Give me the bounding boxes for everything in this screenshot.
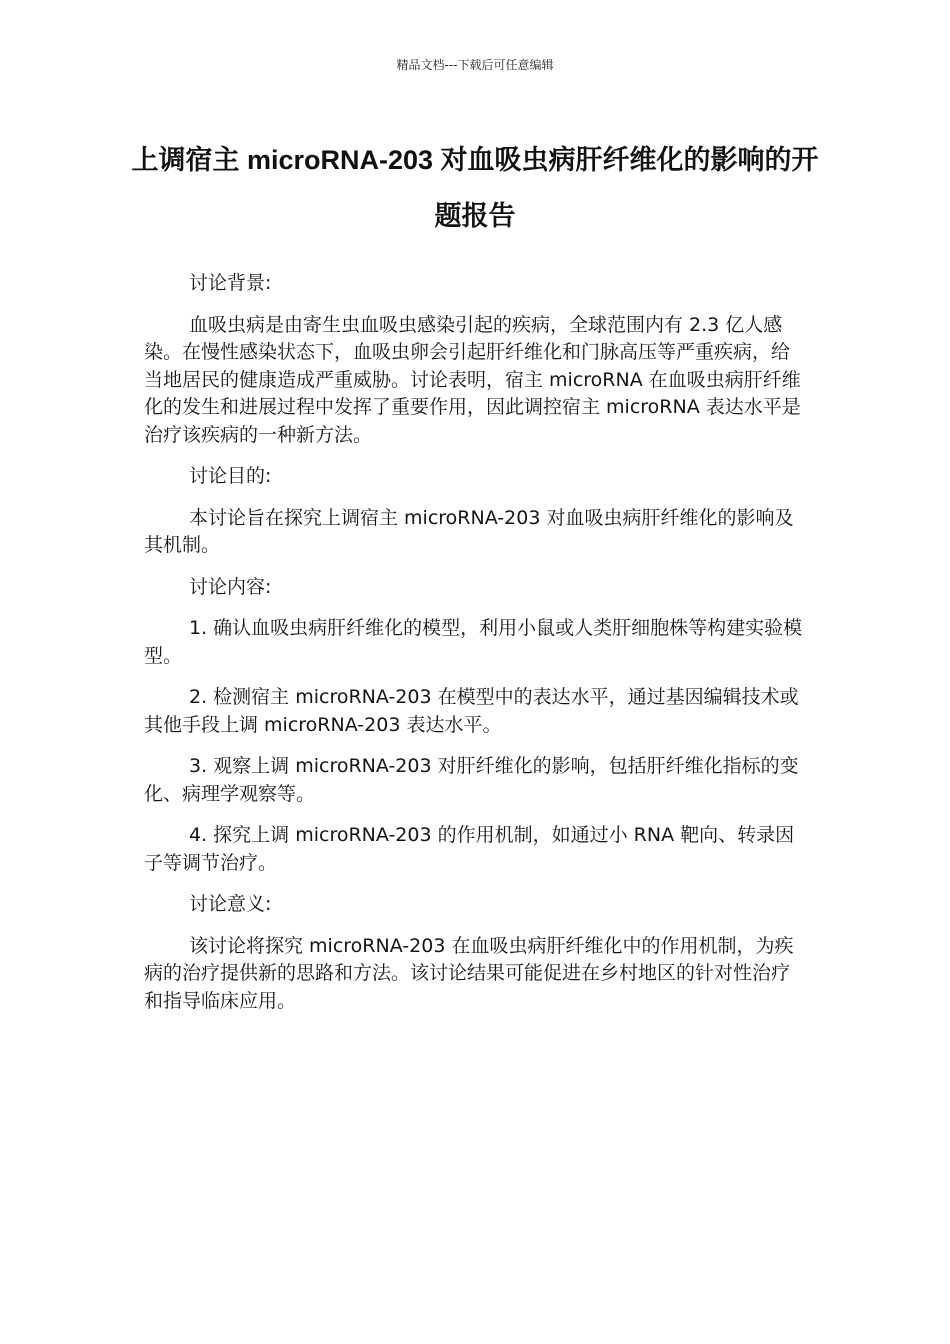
page-header: 精品文档---下载后可任意编辑 xyxy=(396,58,554,72)
section-heading-content: 讨论内容: xyxy=(189,575,272,598)
content-item-3: 3. 观察上调 microRNA-203 对肝纤维化的影响，包括肝纤维化指标的变化、病理学观察等。 xyxy=(144,755,799,805)
paragraph-purpose: 本讨论旨在探究上调宿主 microRNA-203 对血吸虫病肝纤维化的影响及其机制。 xyxy=(144,506,794,556)
paragraph-background: 血吸虫病是由寄生虫血吸虫感染引起的疾病，全球范围内有 2.3 亿人感染。在慢性感染状态下，血吸虫卵会引起肝纤维化和门脉高压等严重疾病，给当地居民的健康造成严重威胁。讨论表明，宿主 microRNA 在血吸虫病肝纤维化的发生和进展过程中发挥了重要作用，因此调控宿主 microRNA 表达水平是治疗该疾病的一种新方法。 xyxy=(144,313,801,446)
section-heading-purpose: 讨论目的: xyxy=(189,465,272,487)
content-item-1: 1. 确认血吸虫病肝纤维化的模型，利用小鼠或人类肝细胞株等构建实验模型。 xyxy=(144,617,803,667)
section-heading-background: 讨论背景: xyxy=(189,272,272,294)
content-item-4: 4. 探究上调 microRNA-203 的作用机制，如通过小 RNA 靶向、转录因子等调节治疗。 xyxy=(144,824,795,874)
paragraph-significance: 该讨论将探究 microRNA-203 在血吸虫病肝纤维化中的作用机制，为疾病的治疗提供新的思路和方法。该讨论结果可能促进在乡村地区的针对性治疗和指导临床应用。 xyxy=(144,934,794,1012)
content-item-2: 2. 检测宿主 microRNA-203 在模型中的表达水平，通过基因编辑技术或其他手段上调 microRNA-203 表达水平。 xyxy=(144,686,799,736)
section-heading-significance: 讨论意义: xyxy=(189,893,272,915)
document-body xyxy=(144,270,806,1029)
document-title: 上调宿主 microRNA-203 对血吸虫病肝纤维化的影响的开题报告 xyxy=(131,145,819,231)
